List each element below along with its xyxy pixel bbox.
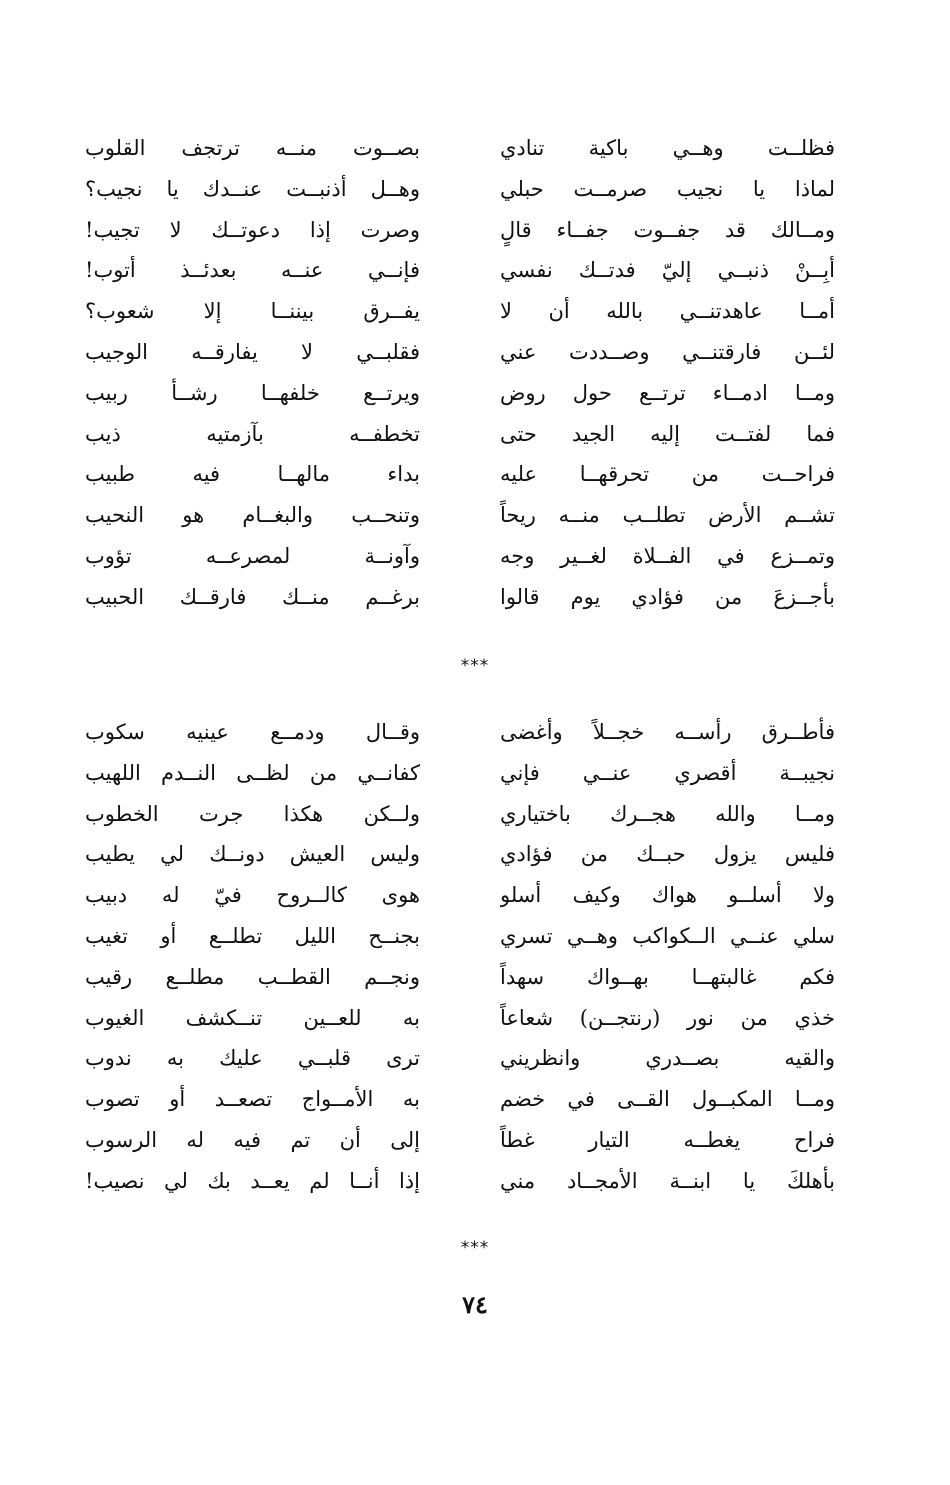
verse-hemistich: وقــال ودمــع عينيه سكوب [85,720,420,744]
verse-hemistich: ترى قلبــي عليك به ندوب [85,1046,420,1071]
verse-hemistich: فما لفتــت إليه الجيد حتى [500,421,835,446]
verse-hemistich: به الأمــواج تصعــد أو تصوب [85,1087,420,1112]
stanza-1-first-hemistichs [500,128,835,618]
page-number: ٧٤ [462,1290,488,1319]
verse-hemistich: بأجــزعَ من فؤادي يوم قالوا [500,584,835,609]
verse-hemistich: ويرتــع خلفهــا رشــأ ربيب [85,380,420,405]
stanza-separator: *** [460,656,490,676]
verse-hemistich: إلى أن تم فيه له الرسوب [85,1127,420,1152]
verse-hemistich: ونجــم القطــب مطلــع رقيب [85,964,420,989]
verse-hemistich: سلي عنــي الــكواكب وهــي تسري [500,923,835,948]
verse-hemistich: تخطفــه بآزمتيه ذيب [85,421,420,446]
verse-hemistich: فراح يغطــه التيار غطاً [500,1127,835,1152]
verse-hemistich: كفانــي من لظــى النــدم اللهيب [85,760,420,785]
verse-hemistich: فإنــي عنــه بعدئــذ أتوب! [85,258,420,283]
verse-hemistich: نجيبــة أقصري عنــي فإني [500,760,835,785]
verse-hemistich: لئــن فارقتنــي وصــددت عني [500,339,835,364]
verse-hemistich: فظلــت وهــي باكية تنادي [500,136,835,160]
verse-hemistich: ومــا والله هجــرك باختياري [500,801,835,826]
verse-hemistich: والقيه بصــدري وانظريني [500,1046,835,1071]
verse-hemistich: خذي من نور (رنتجــن) شعاعاً [500,1005,835,1030]
verse-hemistich: وآونــة لمصرعــه تؤوب [85,543,420,568]
verse-hemistich: بأهلكَ يا ابنــة الأمجــاد مني [500,1168,835,1193]
verse-hemistich: وتنحــب والبغــام هو النحيب [85,503,420,528]
verse-hemistich: وليس العيش دونــك لي يطيب [85,842,420,867]
verse-hemistich: بجنــح الليل تطلــع أو تغيب [85,923,420,948]
stanza-separator: *** [460,1238,490,1258]
verse-hemistich: ولا أسلــو هواك وكيف أسلو [500,883,835,908]
verse-hemistich: أمــا عاهدتنــي بالله أن لا [500,299,835,324]
verse-hemistich: إذا أنــا لم يعــد بك لي نصيب! [85,1168,420,1193]
verse-hemistich: وهــل أذنبــت عنــدك يا نجيب؟ [85,176,420,201]
verse-hemistich: فقلبــي لا يفارقــه الوجيب [85,339,420,364]
verse-hemistich: تشــم الأرض تطلــب منــه ريحاً [500,503,835,528]
verse-hemistich: ولــكن هكذا جرت الخطوب [85,801,420,826]
verse-hemistich: بصــوت منــه ترتجف القلوب [85,136,420,160]
verse-hemistich: برغــم منــك فارقــك الحبيب [85,584,420,609]
verse-hemistich: ومــا ادمــاء ترتــع حول روض [500,380,835,405]
verse-hemistich: بداء مالهــا فيه طبيب [85,462,420,487]
verse-hemistich: فأطــرق رأســه خجــلاً وأغضى [500,720,835,744]
verse-hemistich: أبِــنْ ذنبــي إليّ فدتــك نفسي [500,258,835,283]
verse-hemistich: وتمــزع في الفــلاة لغــير وجه [500,543,835,568]
verse-hemistich: ومــالك قد جفــوت جفــاء قالٍ [500,217,835,242]
stanza-1-second-hemistichs [85,128,420,618]
verse-hemistich: هوى كالــروح فيّ له دبيب [85,883,420,908]
verse-hemistich: فكم غالبتهــا بهــواك سهداً [500,964,835,989]
verse-hemistich: يفــرق بيننــا إلا شعوب؟ [85,299,420,324]
verse-hemistich: فراحــت من تحرقهــا عليه [500,462,835,487]
verse-hemistich: لماذا يا نجيب صرمــت حبلي [500,176,835,201]
stanza-2-first-hemistichs [500,712,835,1202]
verse-hemistich: ومــا المكبــول القــى في خضم [500,1087,835,1112]
stanza-2-second-hemistichs [85,712,420,1202]
verse-hemistich: فليس يزول حبــك من فؤادي [500,842,835,867]
verse-hemistich: وصرت إذا دعوتــك لا تجيب! [85,217,420,242]
verse-hemistich: به للعــين تنــكشف الغيوب [85,1005,420,1030]
